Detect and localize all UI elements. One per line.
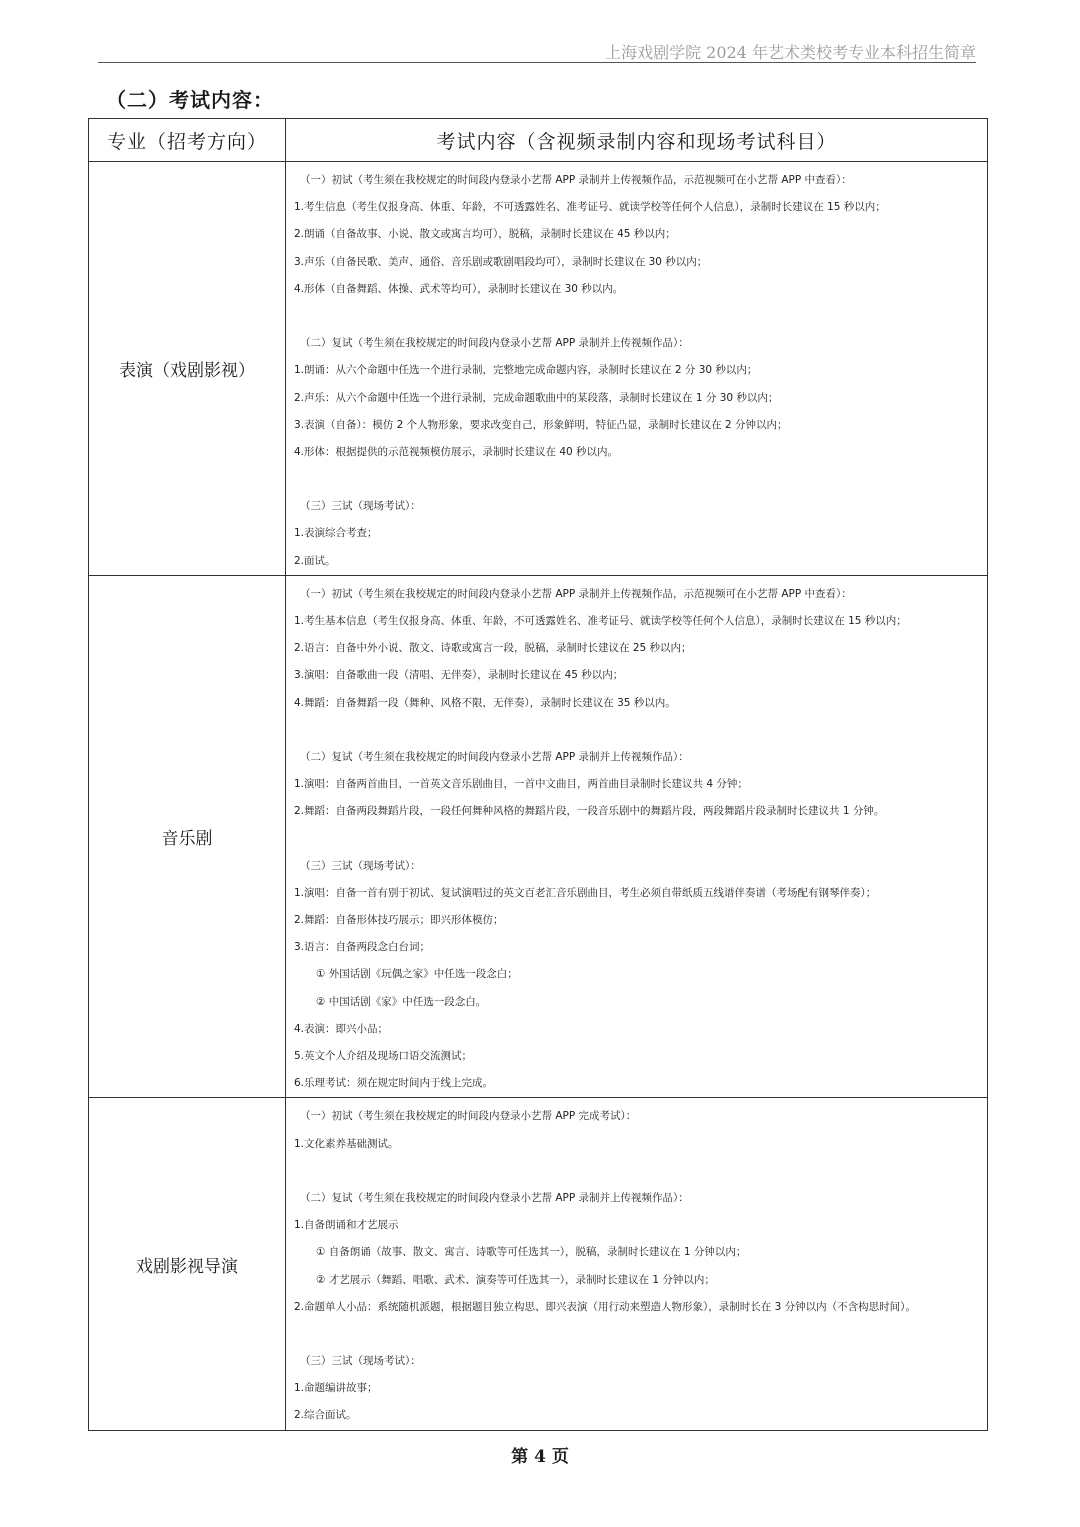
- content-line: 1.文化素养基础测试。: [294, 1137, 399, 1150]
- blank-line: [294, 466, 987, 493]
- content-line: 4.形体：根据提供的示范视频模仿展示，录制时长建议在 40 秒以内。: [294, 445, 619, 458]
- content-line: （三）三试（现场考试）：: [300, 500, 421, 513]
- blank-line: [294, 1158, 987, 1185]
- content-line: 4.舞蹈：自备舞蹈一段（舞种、风格不限，无伴奏），录制时长建议在 35 秒以内。: [294, 696, 676, 709]
- header-title: 上海戏剧学院 2024 年艺术类校考专业本科招生简章: [605, 43, 976, 62]
- content-line: 1.命题编讲故事；: [294, 1382, 378, 1395]
- content-line: 1.演唱：自备一首有别于初试、复试演唱过的英文百老汇音乐剧曲目，考生必须自带纸质五线谱伴奏谱（考场配有钢琴伴奏）；: [294, 886, 877, 899]
- content-line: （三）三试（现场考试）：: [300, 859, 421, 872]
- content-line: ① 自备朗诵（故事、散文、寓言、诗歌等可任选其一），脱稿，录制时长建议在 1 分钟以内；: [316, 1246, 747, 1259]
- blank-line: [294, 717, 987, 744]
- content-line: 2.命题单人小品：系统随机派题，根据题目独立构思、即兴表演（用行动来塑造人物形象），录制时长在 3 分钟以内（不含构思时间）。: [294, 1300, 916, 1313]
- content-line: 2.舞蹈：自备形体技巧展示；即兴形体模仿；: [294, 914, 504, 927]
- section-heading: （二）考试内容：: [106, 88, 274, 112]
- content-line: ② 才艺展示（舞蹈、唱歌、武术、演奏等可任选其一），录制时长建议在 1 分钟以内；: [316, 1273, 715, 1286]
- column-header-major: 专业（招考方向）: [89, 119, 286, 162]
- table-row: [89, 1098, 988, 1430]
- table-header-row: [89, 119, 988, 162]
- content-line: 3.表演（自备）：模仿 2 个人物形象，要求改变自己，形象鲜明，特征凸显，录制时长建议在 2 分钟以内；: [294, 418, 788, 431]
- header-divider: [98, 62, 976, 63]
- content-line: （二）复试（考生须在我校规定的时间段内登录小艺帮 APP 录制并上传视频作品）：: [300, 1191, 689, 1204]
- content-line: 2.语言：自备中外小说、散文、诗歌或寓言一段，脱稿，录制时长建议在 25 秒以内；: [294, 642, 692, 655]
- content-line: （一）初试（考生须在我校规定的时间段内登录小艺帮 APP 录制并上传视频作品，示范视频可在小艺帮 APP 中查看）：: [300, 587, 852, 600]
- content-line: ① 外国话剧《玩偶之家》中任选一段念白；: [316, 968, 518, 981]
- content-line: 5.英文个人介绍及现场口语交流测试；: [294, 1050, 473, 1062]
- content-line: 6.乐理考试：须在规定时间内于线上完成。: [294, 1077, 494, 1090]
- column-header-content: 考试内容（含视频录制内容和现场考试科目）: [286, 119, 988, 162]
- content-line: 1.演唱：自备两首曲目，一首英文音乐剧曲目，一首中文曲目，两首曲目录制时长建议共 4 分钟；: [294, 778, 748, 791]
- major-cell: 戏剧影视导演: [89, 1098, 286, 1430]
- content-line: ② 中国话剧《家》中任选一段念白。: [316, 995, 487, 1008]
- table-row: [89, 162, 988, 576]
- content-line: （三）三试（现场考试）：: [300, 1355, 421, 1368]
- content-line: （二）复试（考生须在我校规定的时间段内登录小艺帮 APP 录制并上传视频作品）：: [300, 750, 689, 763]
- exam-content-table: [88, 118, 988, 1431]
- content-line: （一）初试（考生须在我校规定的时间段内登录小艺帮 APP 录制并上传视频作品，示范视频可在小艺帮 APP 中查看）：: [300, 174, 852, 186]
- content-line: 4.表演：即兴小品；: [294, 1022, 389, 1035]
- content-line: 3.声乐（自备民歌、美声、通俗、音乐剧或歌剧唱段均可），录制时长建议在 30 秒以内；: [294, 255, 708, 268]
- content-line: 1.自备朗诵和才艺展示: [294, 1219, 399, 1232]
- blank-line: [294, 303, 987, 330]
- content-line: 2.朗诵（自备故事、小说、散文或寓言均可），脱稿，录制时长建议在 45 秒以内；: [294, 228, 676, 241]
- content-line: 3.语言：自备两段念白台词；: [294, 941, 431, 954]
- major-cell: 表演（戏剧影视）: [89, 162, 286, 576]
- content-line: 1.考生基本信息（考生仅报身高、体重、年龄，不可透露姓名、准考证号、就读学校等任何个人信息），录制时长建议在 15 秒以内；: [294, 615, 907, 627]
- content-line: 1.考生信息（考生仅报身高、体重、年龄，不可透露姓名、准考证号、就读学校等任何个人信息），录制时长建议在 15 秒以内；: [294, 201, 886, 214]
- content-cell: [286, 575, 988, 1098]
- page-number: 第 4 页: [511, 1447, 569, 1467]
- content-cell: [286, 162, 988, 576]
- content-line: 2.面试。: [294, 554, 336, 567]
- blank-line: [294, 826, 987, 853]
- major-cell: 音乐剧: [89, 575, 286, 1098]
- content-line: （一）初试（考生须在我校规定的时间段内登录小艺帮 APP 完成考试）：: [300, 1110, 637, 1123]
- content-line: 3.演唱：自备歌曲一段（清唱、无伴奏），录制时长建议在 45 秒以内；: [294, 669, 624, 682]
- content-line: 1.表演综合考查；: [294, 527, 378, 540]
- blank-line: [294, 1321, 987, 1348]
- content-line: 2.综合面试。: [294, 1409, 357, 1422]
- content-line: 2.声乐：从六个命题中任选一个进行录制，完成命题歌曲中的某段落，录制时长建议在 1 分 30 秒以内；: [294, 391, 779, 404]
- table-row: [89, 575, 988, 1098]
- content-cell: [286, 1098, 988, 1430]
- content-line: 4.形体（自备舞蹈、体操、武术等均可），录制时长建议在 30 秒以内。: [294, 282, 624, 295]
- content-line: 1.朗诵：从六个命题中任选一个进行录制，完整地完成命题内容，录制时长建议在 2 分 30 秒以内；: [294, 364, 758, 377]
- content-line: （二）复试（考生须在我校规定的时间段内登录小艺帮 APP 录制并上传视频作品）：: [300, 337, 689, 350]
- content-line: 2.舞蹈：自备两段舞蹈片段，一段任何舞种风格的舞蹈片段，一段音乐剧中的舞蹈片段，两段舞蹈片段录制时长建议共 1 分钟。: [294, 805, 885, 818]
